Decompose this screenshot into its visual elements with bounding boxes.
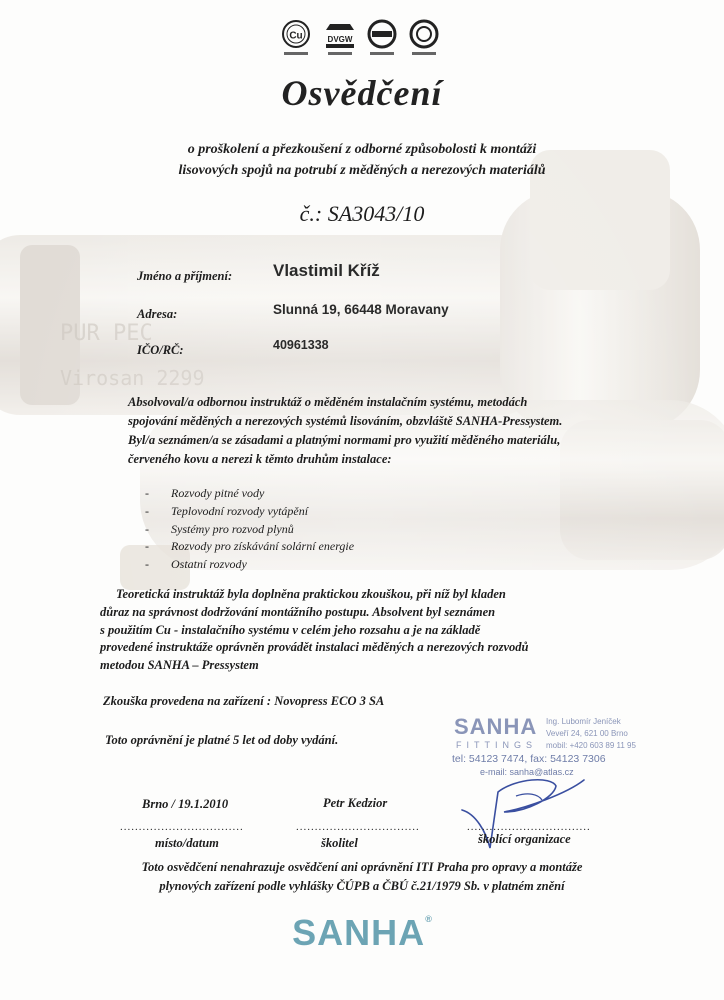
address-value: Slunná 19, 66448 Moravany [273, 302, 449, 317]
paragraph-line: Teoretická instruktáž byla doplněna praktickou zkouškou, při níž byl kladen [116, 587, 506, 601]
svg-text:Ing. Lubomír Jeníček: Ing. Lubomír Jeníček [546, 717, 621, 726]
svg-text:e-mail: sanha@atlas.cz: e-mail: sanha@atlas.cz [480, 767, 574, 777]
list-item-label: Systémy pro rozvod plynů [171, 521, 294, 536]
paragraph-line: provedené instruktáže oprávněn provádět instalaci měděných a nerezových rozvodů [100, 640, 529, 655]
list-bullet: - [145, 557, 149, 572]
name-value: Vlastimil Kříž [273, 261, 380, 280]
footer-note-line-2: plynových zařízení podle vyhlášky ČÚPB a ČBÚ č.21/1979 Sb. v platném znění [159, 879, 565, 893]
list-item [145, 521, 354, 539]
practical-exam-paragraph [100, 586, 620, 675]
instruction-paragraph [128, 393, 598, 469]
paragraph-line: Absolvoval/a odbornou instruktáž o měděném instalačním systému, metodách [128, 395, 528, 409]
paragraph-line: metodou SANHA – Pressystem [100, 658, 259, 673]
certificate-title: Osvědčení [281, 73, 443, 113]
brand-name: SANHA [292, 912, 426, 953]
svg-text:mobil: +420 603 89 11 95: mobil: +420 603 89 11 95 [546, 741, 636, 750]
signature-line: ................................. [467, 821, 591, 833]
list-item [145, 485, 354, 503]
paragraph-line: s použitím Cu - instalačního systému v celém jeho rozsahu a je na základě [100, 622, 481, 637]
list-bullet: - [145, 486, 149, 500]
list-item-label: Teplovodní rozvody vytápění [171, 503, 309, 518]
cu-certification-icon [283, 21, 309, 55]
svg-text:PUR PEC: PUR PEC [60, 321, 153, 346]
svg-text:tel: 54123 7474, fax: 54123 73: tel: 54123 7474, fax: 54123 7306 [452, 753, 606, 765]
list-item-label: Rozvody pitné vody [171, 486, 265, 500]
certification-icon [369, 21, 395, 55]
certification-icon [411, 21, 437, 55]
signature-line: ................................. [120, 821, 244, 833]
ico-label: IČO/RČ: [137, 343, 184, 357]
signature-line: ................................. [296, 821, 420, 833]
svg-text:Veveří 24, 621 00 Brno: Veveří 24, 621 00 Brno [546, 729, 628, 738]
trainer-name-value: Petr Kedzior [323, 796, 388, 810]
svg-text:Cu: Cu [289, 30, 303, 42]
list-item [145, 556, 354, 574]
exam-device-line: Zkouška provedena na zařízení : Novopress ECO 3 SA [103, 694, 385, 708]
list-bullet: - [145, 521, 149, 536]
validity-line: Toto oprávnění je platné 5 let od doby vydání. [105, 733, 339, 747]
list-item-label: Ostatní rozvody [171, 557, 247, 572]
training-organization-label: školící organizace [478, 832, 571, 846]
trainer-label: školitel [321, 836, 358, 850]
certificate-number: č.: SA3043/10 [299, 201, 425, 226]
certificate-subtitle-line-2: lisovových spojů na potrubí z měděných a nerezových materiálů [178, 163, 546, 178]
svg-text:Virosan 2299: Virosan 2299 [60, 366, 205, 390]
list-item-label: Rozvody pro získávání solární energie [171, 539, 355, 554]
certification-logos [276, 18, 448, 62]
paragraph-line: Byl/a seznámen/a se zásadami a platnými normami pro využití měděného materiálu, [128, 433, 561, 447]
list-bullet: - [145, 539, 149, 554]
svg-text:DVGW: DVGW [327, 35, 353, 44]
name-label: Jméno a příjmení: [137, 269, 233, 283]
svg-text:FITTINGS: FITTINGS [456, 740, 537, 750]
dvgw-icon [326, 24, 354, 55]
list-item [145, 538, 354, 556]
svg-text:SANHA: SANHA [454, 714, 538, 739]
registered-mark: ® [425, 914, 432, 924]
certificate-subtitle-line-1: o proškolení a přezkoušení z odborné způsobolosti k montáži [187, 142, 537, 157]
place-date-value: Brno / 19.1.2010 [142, 797, 229, 811]
place-date-label: místo/datum [155, 836, 219, 850]
footer-note-line-1: Toto osvědčení nenahrazuje osvědčení ani oprávnění ITI Praha pro opravy a montáže [141, 860, 583, 874]
list-item [145, 503, 354, 521]
paragraph-line: červeného kovu a nerezi k těmto druhům instalace: [128, 452, 392, 466]
ico-value: 40961338 [273, 338, 329, 352]
paragraph-line: důraz na správnost dodržování montážního postupu. Absolvent byl seznámen [100, 604, 496, 619]
installation-systems-list [145, 485, 354, 574]
paragraph-line: spojování měděných a nerezových systémů lisováním, obzvláště SANHA-Pressystem. [128, 414, 563, 428]
address-label: Adresa: [137, 307, 178, 321]
sanha-brand-logo [0, 912, 724, 954]
list-bullet: - [145, 503, 149, 518]
